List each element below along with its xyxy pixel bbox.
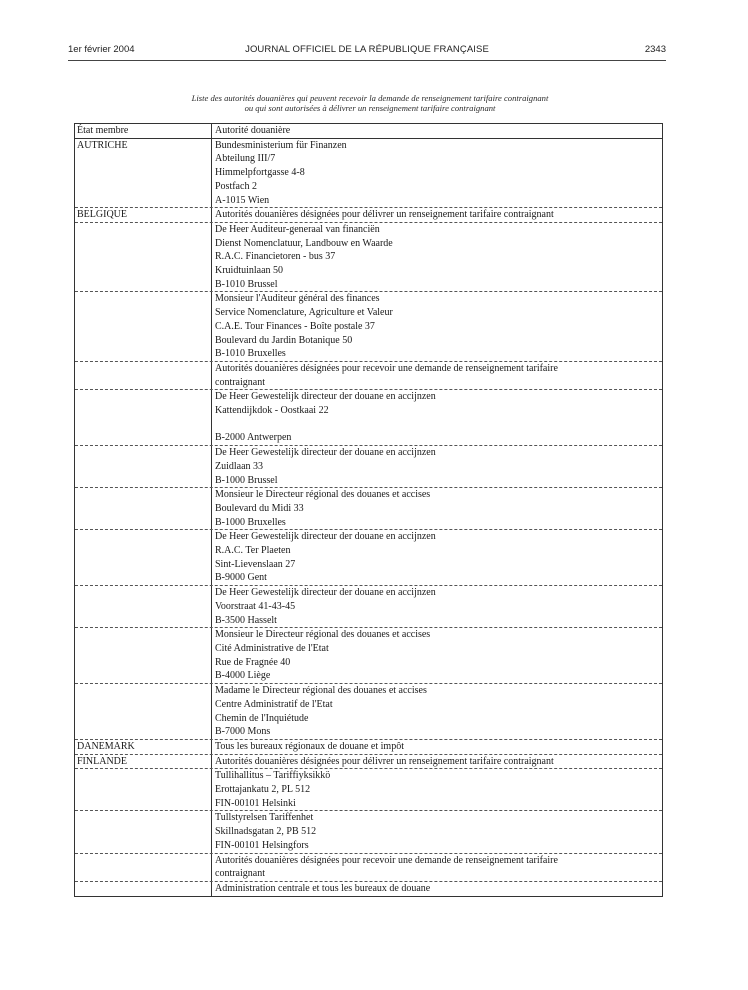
authority-line: Autorités douanières désignées pour délivrer un renseignement tarifaire contraignant [215, 209, 554, 221]
authority-line: Erottajankatu 2, PL 512 [215, 784, 311, 796]
table-row [75, 487, 662, 529]
authority-line: Chemin de l'Inquiétude [215, 712, 309, 724]
table-row [75, 389, 662, 445]
authority-line: Centre Administratif de l'Etat [215, 698, 333, 710]
caption-line-1: Liste des autorités douanières qui peuvent recevoir la demande de renseignement tarifaire contraignant [191, 93, 549, 103]
authority-line: contraignant [215, 868, 265, 880]
authority-line: Sint-Lievenslaan 27 [215, 558, 296, 570]
authority-line: Himmelpfortgasse 4-8 [215, 167, 305, 179]
authority-line: FIN-00101 Helsingfors [215, 839, 309, 851]
member-state-cell [75, 223, 212, 292]
authority-line: C.A.E. Tour Finances - Boîte postale 37 [215, 320, 375, 332]
authority-line: Autorités douanières désignées pour recevoir une demande de renseignement tarifaire [215, 854, 558, 866]
member-state-cell [75, 882, 212, 896]
customs-authority-cell [212, 755, 662, 769]
authority-line: Kruidtuinlaan 50 [215, 265, 284, 277]
member-state-cell [75, 684, 212, 739]
authority-line: B-4000 Liège [215, 670, 271, 682]
authority-line: Abteilung III/7 [215, 153, 276, 165]
authority-line: FIN-00101 Helsinki [215, 797, 296, 809]
authority-line: B-1010 Bruxelles [215, 348, 286, 360]
table-row [75, 754, 662, 769]
authority-line: B-3500 Hasselt [215, 614, 277, 626]
customs-authority-cell [212, 769, 662, 810]
table-row [75, 683, 662, 739]
authority-line: Tullstyrelsen Tariffenhet [215, 812, 314, 824]
authority-line: Autorités douanières désignées pour délivrer un renseignement tarifaire contraignant [215, 755, 554, 767]
authority-line: Monsieur le Directeur régional des douanes et accises [215, 489, 431, 501]
authority-line: A-1015 Wien [215, 194, 270, 206]
column-header-authority: Autorité douanière [215, 125, 291, 136]
customs-authority-cell [212, 488, 662, 529]
customs-authority-cell [212, 882, 662, 896]
customs-authority-cell [212, 530, 662, 585]
authority-line: Rue de Fragnée 40 [215, 656, 291, 668]
customs-authority-cell [212, 208, 662, 222]
table-row [75, 768, 662, 810]
table-row [75, 881, 662, 896]
header-rule [68, 60, 666, 61]
member-state-cell [75, 628, 212, 683]
authority-line: De Heer Auditeur-generaal van financiën [215, 223, 380, 235]
journal-title: JOURNAL OFFICIEL DE LA RÉPUBLIQUE FRANÇAISE [245, 44, 489, 55]
customs-authority-cell [212, 854, 662, 881]
authority-line: Autorités douanières désignées pour recevoir une demande de renseignement tarifaire [215, 362, 558, 374]
customs-authority-cell [212, 139, 662, 208]
table-row [75, 291, 662, 361]
authority-line: B-9000 Gent [215, 572, 267, 584]
table-row [75, 529, 662, 585]
member-state-cell [75, 362, 212, 389]
authority-line: Boulevard du Jardin Botanique 50 [215, 334, 353, 346]
page-header [68, 44, 666, 58]
table-caption [100, 93, 640, 113]
authority-line: R.A.C. Financietoren - bus 37 [215, 251, 336, 263]
member-state-cell [75, 586, 212, 627]
authority-line [215, 418, 659, 432]
table-row [75, 207, 662, 222]
member-state-cell [75, 530, 212, 585]
customs-authority-cell [212, 684, 662, 739]
authority-line: Madame le Directeur régional des douanes et accises [215, 685, 427, 697]
authority-line: De Heer Gewestelijk directeur der douane en accijnzen [215, 447, 436, 459]
authority-line: Zuidlaan 33 [215, 460, 264, 472]
table-row [75, 810, 662, 852]
authority-line: Boulevard du Midi 33 [215, 502, 304, 514]
member-state-cell: FINLANDE [75, 755, 212, 769]
authority-line: B-1000 Brussel [215, 474, 278, 486]
table-row [75, 627, 662, 683]
member-state-cell [75, 488, 212, 529]
customs-authority-cell [212, 390, 662, 445]
authority-line: Tullihallitus – Tariffiyksikkö [215, 770, 331, 782]
member-state-cell [75, 854, 212, 881]
member-state-cell [75, 390, 212, 445]
customs-authorities-table [74, 123, 663, 897]
customs-authority-cell [212, 740, 662, 754]
customs-authority-cell [212, 628, 662, 683]
authority-line: Kattendijkdok - Oostkaai 22 [215, 405, 329, 417]
table-row [75, 445, 662, 487]
customs-authority-cell [212, 362, 662, 389]
authority-line: Administration centrale et tous les bureaux de douane [215, 882, 431, 894]
table-header-row [75, 124, 662, 139]
authority-line: Dienst Nomenclatuur, Landbouw en Waarde [215, 237, 393, 249]
customs-authority-cell [212, 811, 662, 852]
member-state-cell [75, 769, 212, 810]
page-number: 2343 [644, 44, 666, 55]
issue-date: 1er février 2004 [68, 44, 135, 55]
table-row [75, 585, 662, 627]
member-state-cell [75, 811, 212, 852]
authority-line: Bundesministerium für Finanzen [215, 139, 347, 151]
authority-line: contraignant [215, 376, 265, 388]
member-state-cell [75, 292, 212, 361]
caption-line-2: ou qui sont autorisées à délivrer un renseignement tarifaire contraignant [244, 103, 496, 113]
authority-line: Monsieur l'Auditeur général des finances [215, 293, 380, 305]
customs-authority-cell [212, 223, 662, 292]
member-state-cell [75, 446, 212, 487]
customs-authority-cell [212, 292, 662, 361]
authority-line: B-1000 Bruxelles [215, 516, 286, 528]
member-state-cell: BELGIQUE [75, 208, 212, 222]
authority-line: Postfach 2 [215, 180, 257, 192]
table-row [75, 361, 662, 389]
authority-line: R.A.C. Ter Plaeten [215, 545, 291, 557]
authority-line: Skillnadsgatan 2, PB 512 [215, 826, 317, 838]
table-row [75, 739, 662, 754]
authority-line: Cité Administrative de l'Etat [215, 643, 329, 654]
column-header-state: État membre [75, 124, 212, 138]
authority-line: Service Nomenclature, Agriculture et Valeur [215, 307, 393, 319]
member-state-cell: AUTRICHE [75, 139, 212, 208]
member-state-cell: DANEMARK [75, 740, 212, 754]
customs-authority-cell [212, 586, 662, 627]
authority-line: B-7000 Mons [215, 726, 271, 738]
authority-line: De Heer Gewestelijk directeur der douane en accijnzen [215, 531, 436, 543]
authority-line: B-1010 Brussel [215, 278, 278, 290]
customs-authority-cell [212, 446, 662, 487]
authority-line: Monsieur le Directeur régional des douanes et accises [215, 629, 431, 641]
authority-line: Tous les bureaux régionaux de douane et impôt [215, 740, 404, 752]
table-row [75, 853, 662, 881]
authority-line: De Heer Gewestelijk directeur der douane en accijnzen [215, 587, 436, 599]
authority-line: B-2000 Antwerpen [215, 432, 292, 444]
authority-line: De Heer Gewestelijk directeur der douane en accijnzen [215, 391, 436, 403]
table-row [75, 139, 662, 208]
authority-line: Voorstraat 41-43-45 [215, 600, 296, 612]
table-row [75, 222, 662, 292]
